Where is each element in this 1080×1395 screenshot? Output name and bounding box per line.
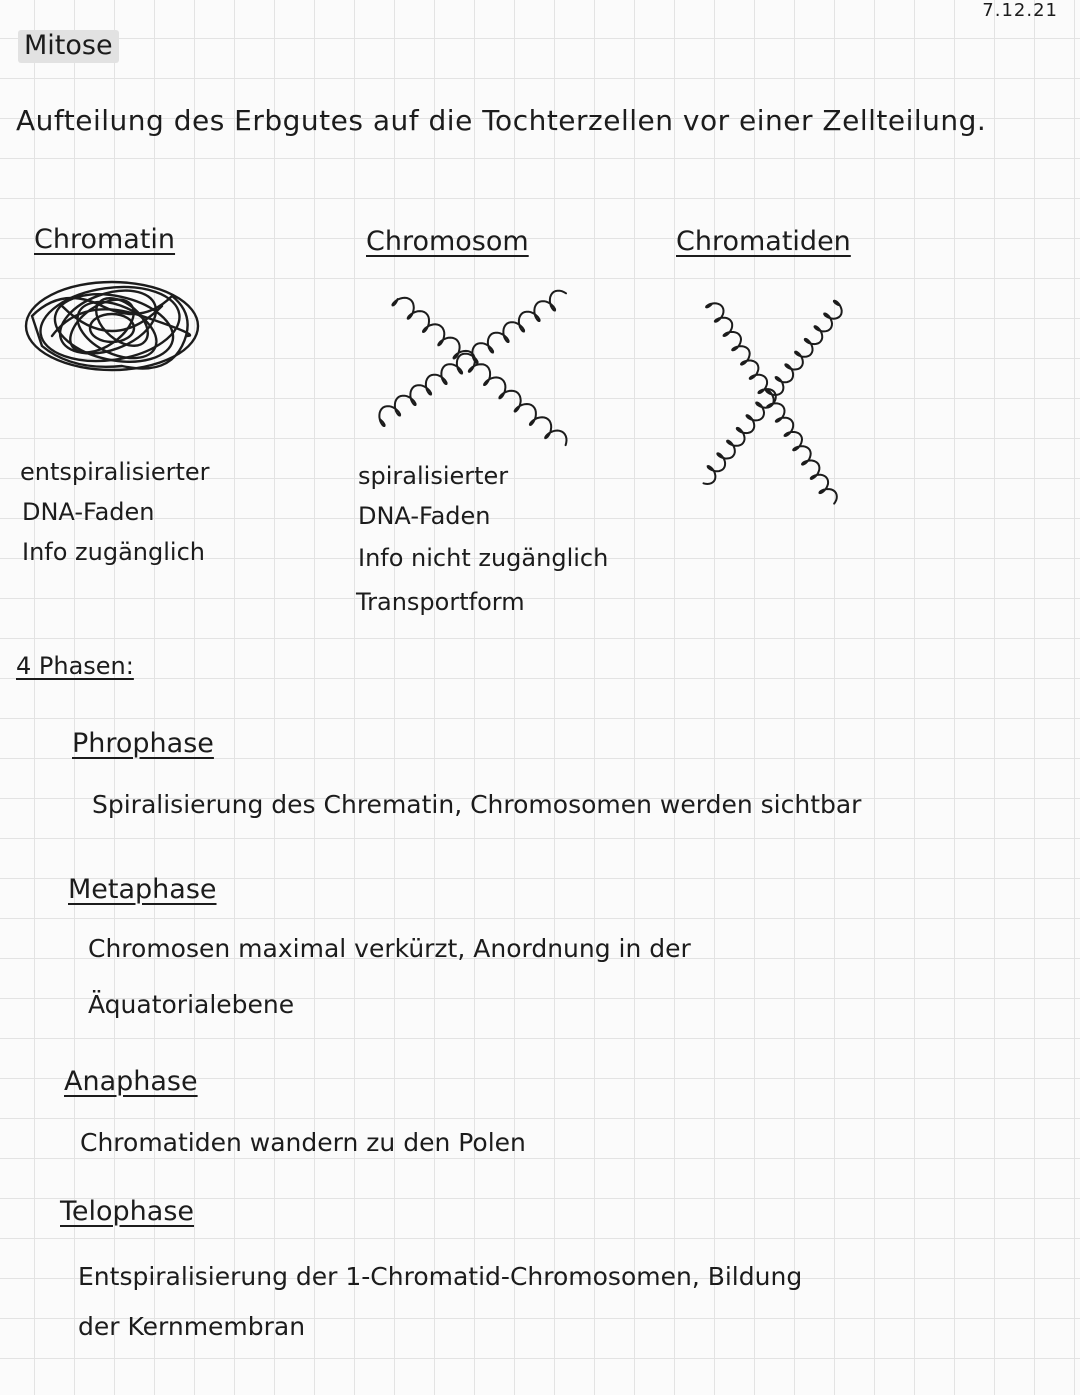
chromosom-line: Transportform [356,588,525,616]
intro-text: Aufteilung des Erbgutes auf die Tochterzellen vor einer Zellteilung. [16,104,987,137]
phase-text: Chromatiden wandern zu den Polen [80,1128,526,1157]
coil-strand [379,291,566,426]
phase-name: Telophase [60,1196,195,1227]
chromatin-heading: Chromatin [34,224,176,255]
chromatin-line: DNA-Faden [22,498,155,526]
phase-name: Metaphase [68,874,217,905]
phase-text: Spiralisierung des Chrematin, Chromosomen werden sichtbar [92,790,862,819]
chromosom-drawing [362,282,582,452]
phase-text: der Kernmembran [78,1312,306,1341]
phase-name: Anaphase [64,1066,198,1097]
phase-name: Phrophase [72,728,214,759]
chromatin-line: entspiralisierter [20,458,210,486]
phase-text: Chromosen maximal verkürzt, Anordnung in der [88,934,691,963]
page-title: Mitose [18,30,119,63]
date: 7.12.21 [982,0,1058,21]
phases-heading: 4 Phasen: [16,652,134,680]
chromatiden-heading: Chromatiden [676,226,851,257]
chromosom-line: DNA-Faden [358,502,491,530]
chromosom-line: Info nicht zugänglich [358,544,609,572]
chromosom-heading: Chromosom [366,226,529,257]
phase-text: Äquatorialebene [88,990,295,1019]
chromatin-drawing [22,276,202,376]
phase-text: Entspiralisierung der 1-Chromatid-Chromosomen, Bildung [78,1262,803,1291]
chromosom-line: spiralisierter [358,462,509,490]
chromatin-line: Info zugänglich [22,538,205,566]
coil-strand [704,301,842,484]
coil-strand [706,303,837,503]
chromatiden-drawing [692,288,862,518]
